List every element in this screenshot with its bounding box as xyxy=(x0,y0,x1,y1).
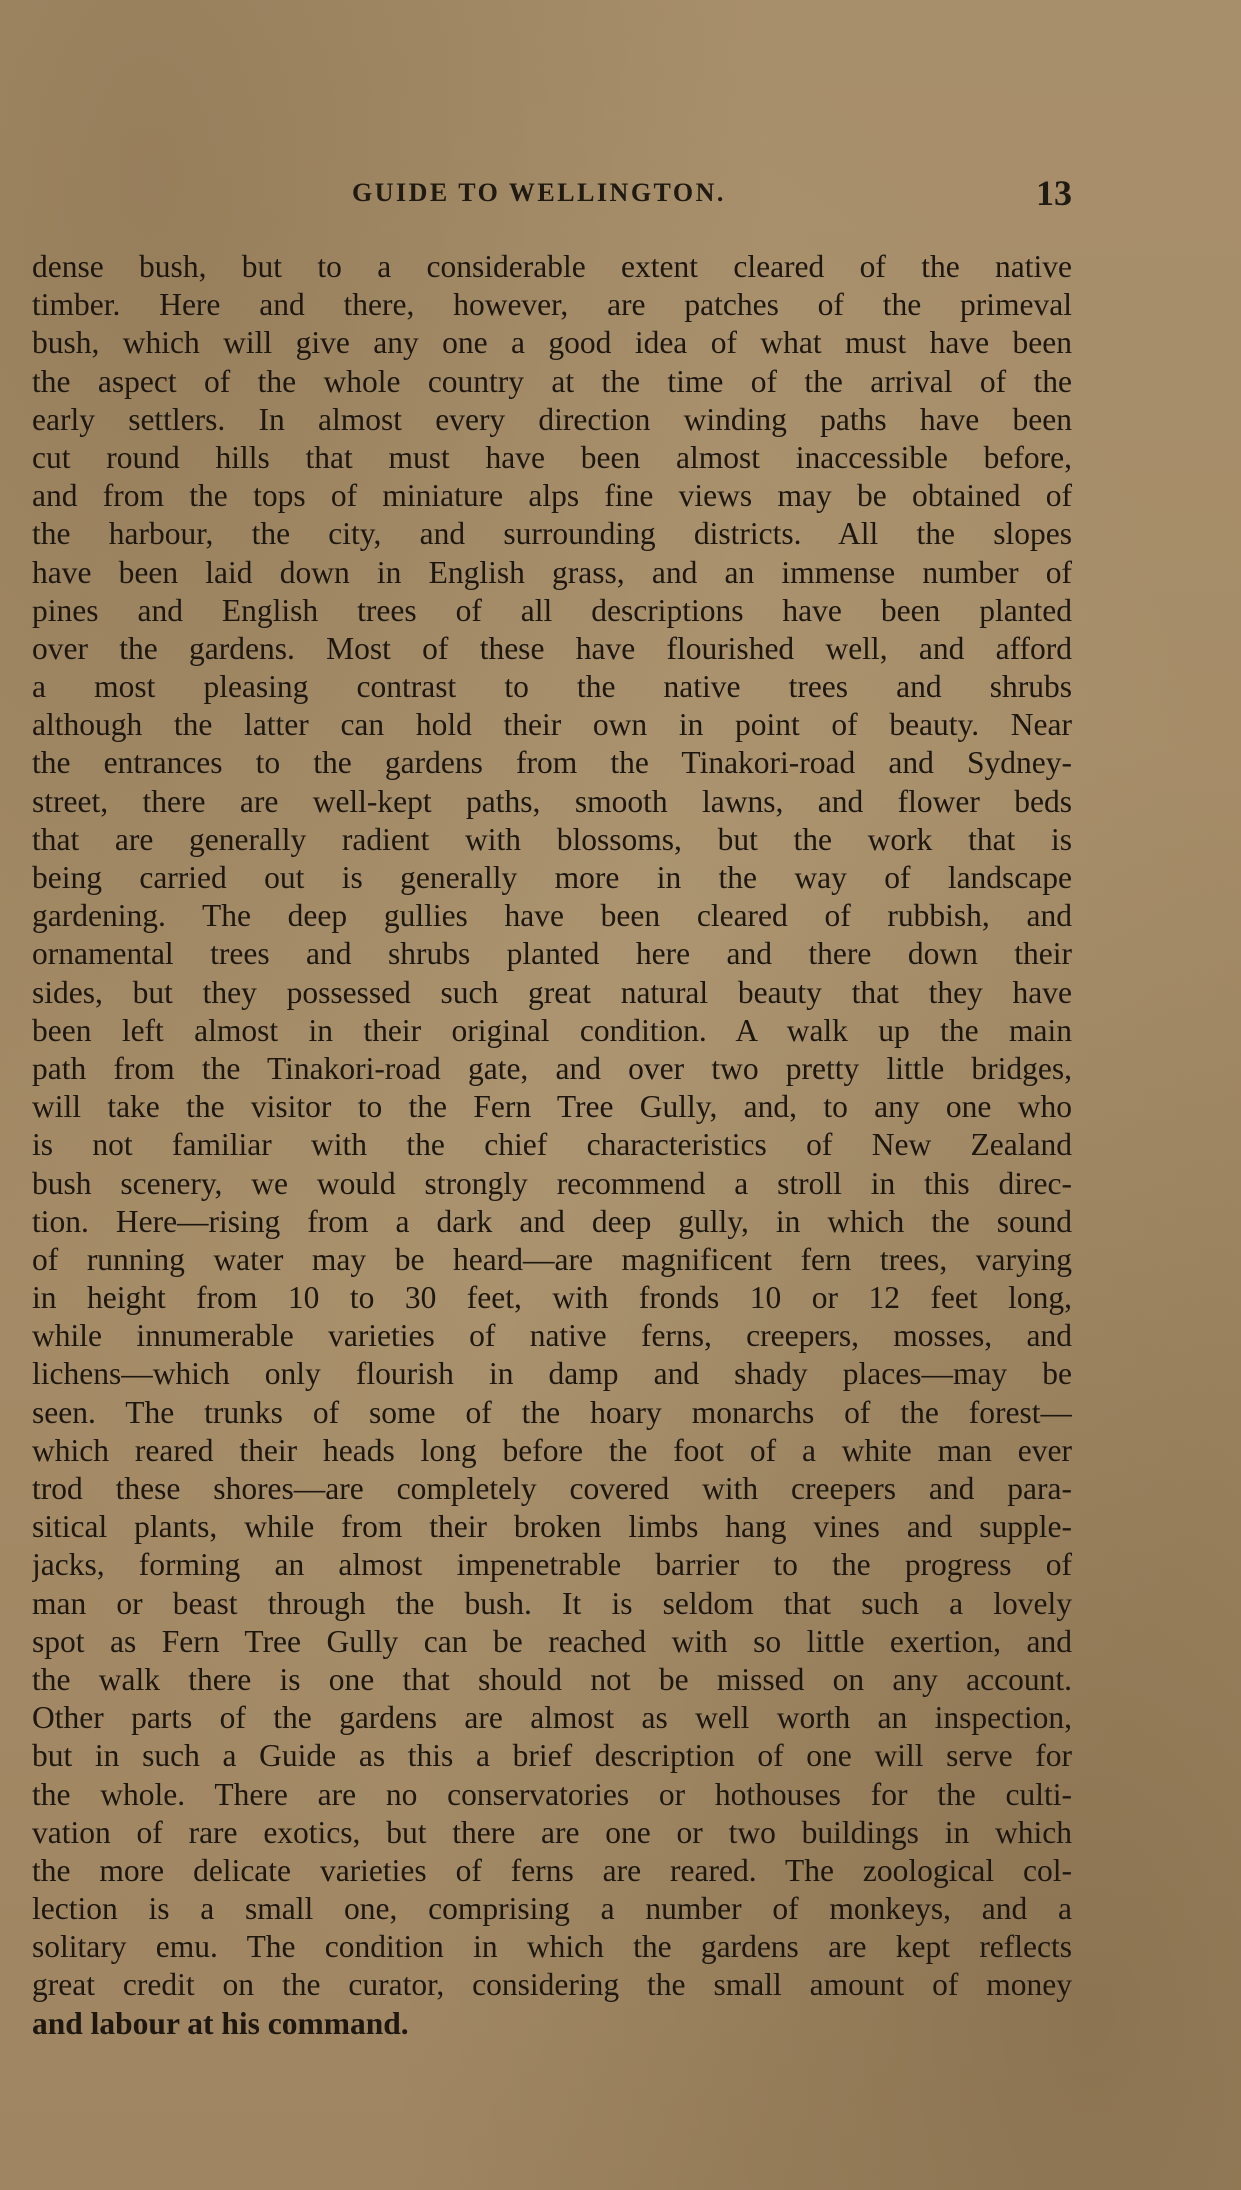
text-line: the entrances to the gardens from the Tinakori-road and Sydney- xyxy=(32,745,1072,781)
text-line: is not familiar with the chief characteristics of New Zealand xyxy=(32,1127,1072,1163)
text-line: lection is a small one, comprising a number of monkeys, and a xyxy=(32,1891,1072,1927)
text-line: vation of rare exotics, but there are one or two buildings in which xyxy=(32,1814,1072,1850)
text-line: street, there are well-kept paths, smooth lawns, and flower beds xyxy=(32,783,1072,819)
body-text xyxy=(32,248,1072,2043)
text-line: while innumerable varieties of native ferns, creepers, mosses, and xyxy=(32,1318,1072,1354)
text-line: in height from 10 to 30 feet, with fronds 10 or 12 feet long, xyxy=(32,1280,1072,1316)
text-line: Other parts of the gardens are almost as well worth an inspection, xyxy=(32,1700,1072,1736)
text-line: of running water may be heard—are magnificent fern trees, varying xyxy=(32,1241,1072,1277)
text-line: solitary emu. The condition in which the gardens are kept reflects xyxy=(32,1929,1072,1965)
text-line: gardening. The deep gullies have been cleared of rubbish, and xyxy=(32,898,1072,934)
text-line: tion. Here—rising from a dark and deep gully, in which the sound xyxy=(32,1203,1072,1239)
text-line: lichens—which only flourish in damp and shady places—may be xyxy=(32,1356,1072,1392)
text-line: the aspect of the whole country at the time of the arrival of the xyxy=(32,363,1072,399)
text-line: will take the visitor to the Fern Tree Gully, and, to any one who xyxy=(32,1089,1072,1125)
text-line: the walk there is one that should not be missed on any account. xyxy=(32,1661,1072,1697)
text-line: ornamental trees and shrubs planted here and there down their xyxy=(32,936,1072,972)
page-number: 13 xyxy=(1036,173,1072,213)
text-line: jacks, forming an almost impenetrable barrier to the progress of xyxy=(32,1547,1072,1583)
text-line: a most pleasing contrast to the native trees and shrubs xyxy=(32,669,1072,705)
text-line: been left almost in their original condition. A walk up the main xyxy=(32,1012,1072,1048)
text-line: but in such a Guide as this a brief description of one will serve for xyxy=(32,1738,1072,1774)
text-line: the whole. There are no conservatories or hothouses for the culti- xyxy=(32,1776,1072,1812)
text-line: early settlers. In almost every direction winding paths have been xyxy=(32,401,1072,437)
text-line: and from the tops of miniature alps fine views may be obtained of xyxy=(32,478,1072,514)
text-line: timber. Here and there, however, are patches of the primeval xyxy=(32,287,1072,323)
running-head-title: GUIDE TO WELLINGTON. xyxy=(352,178,726,207)
text-line: that are generally radient with blossoms, but the work that is xyxy=(32,821,1072,857)
text-line: man or beast through the bush. It is seldom that such a lovely xyxy=(32,1585,1072,1621)
text-line: great credit on the curator, considering the small amount of money xyxy=(32,1967,1072,2003)
text-line: being carried out is generally more in the way of landscape xyxy=(32,860,1072,895)
running-head xyxy=(32,172,1072,222)
text-line: spot as Fern Tree Gully can be reached with so little exertion, and xyxy=(32,1623,1072,1659)
text-line: sides, but they possessed such great natural beauty that they have xyxy=(32,974,1072,1010)
text-line: bush scenery, we would strongly recommend a stroll in this direc- xyxy=(32,1165,1072,1201)
text-line: have been laid down in English grass, and an immense number of xyxy=(32,554,1072,590)
text-line: path from the Tinakori-road gate, and over two pretty little bridges, xyxy=(32,1050,1072,1086)
text-line: pines and English trees of all descriptions have been planted xyxy=(32,592,1072,628)
text-line: and labour at his command. xyxy=(32,2005,409,2041)
text-line: dense bush, but to a considerable extent cleared of the native xyxy=(32,249,1072,284)
text-line: sitical plants, while from their broken limbs hang vines and supple- xyxy=(32,1509,1072,1545)
text-line: seen. The trunks of some of the hoary monarchs of the forest— xyxy=(32,1394,1072,1430)
text-line: the more delicate varieties of ferns are reared. The zoological col- xyxy=(32,1852,1072,1888)
text-line: which reared their heads long before the foot of a white man ever xyxy=(32,1432,1072,1468)
text-line: although the latter can hold their own in point of beauty. Near xyxy=(32,707,1072,743)
text-line: over the gardens. Most of these have flourished well, and afford xyxy=(32,630,1072,666)
text-line: bush, which will give any one a good idea of what must have been xyxy=(32,325,1072,361)
text-line: cut round hills that must have been almost inaccessible before, xyxy=(32,439,1072,475)
text-line: trod these shores—are completely covered with creepers and para- xyxy=(32,1471,1072,1506)
text-line: the harbour, the city, and surrounding districts. All the slopes xyxy=(32,516,1072,552)
